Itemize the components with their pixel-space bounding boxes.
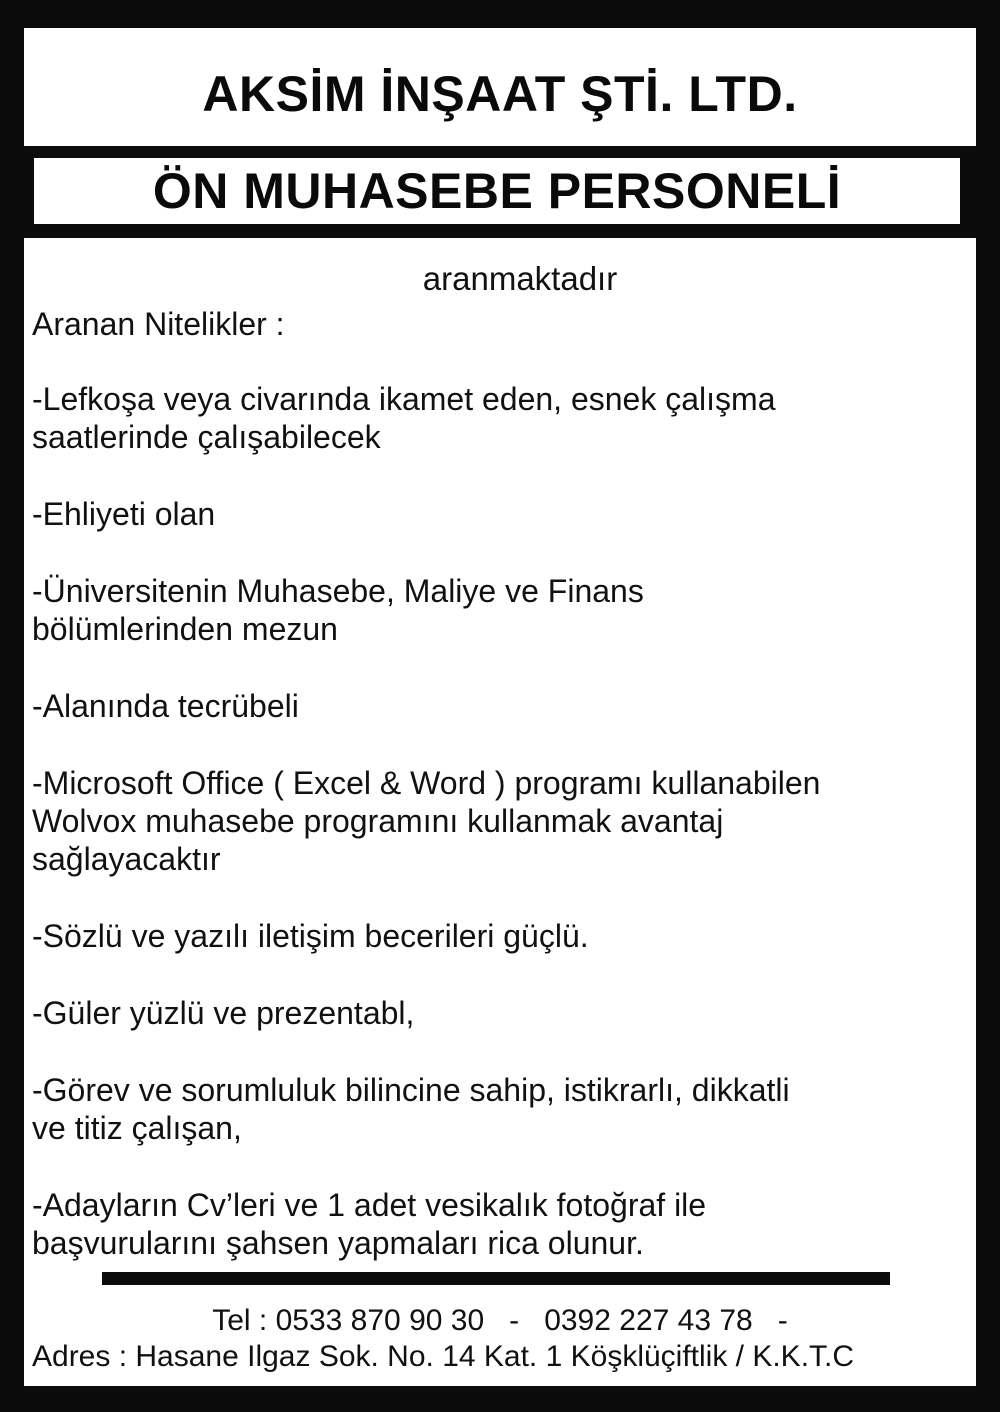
- requirement-item: [32, 687, 992, 725]
- requirement-item: [32, 1071, 992, 1147]
- requirements-title: Aranan Nitelikler :: [32, 306, 285, 342]
- requirement-line: Wolvox muhasebe programını kullanmak avantaj: [32, 803, 724, 839]
- requirement-line: -Güler yüzlü ve prezentabl,: [32, 995, 415, 1031]
- position-title: ÖN MUHASEBE PERSONELİ: [34, 158, 960, 224]
- requirement-line: -Görev ve sorumluluk bilincine sahip, istikrarlı, dikkatli: [32, 1072, 790, 1108]
- requirement-line: -Sözlü ve yazılı iletişim becerileri güçlü.: [32, 918, 589, 954]
- requirement-line: -Üniversitenin Muhasebe, Maliye ve Finans: [32, 573, 644, 609]
- requirement-line: ve titiz çalışan,: [32, 1110, 242, 1146]
- requirement-line: -Microsoft Office ( Excel & Word ) programı kullanabilen: [32, 765, 821, 801]
- job-ad-sheet: [24, 28, 976, 1386]
- separator-1: -: [509, 1304, 520, 1337]
- requirement-line: saatlerinde çalışabilecek: [32, 419, 381, 455]
- phone-2: 0392 227 43 78: [544, 1304, 753, 1337]
- requirement-line: -Alanında tecrübeli: [32, 688, 299, 724]
- requirement-item: [32, 917, 992, 955]
- requirement-line: sağlayacaktır: [32, 841, 221, 877]
- requirement-item: [32, 764, 992, 878]
- requirement-line: -Ehliyeti olan: [32, 496, 216, 532]
- requirement-item: [32, 572, 992, 648]
- requirement-line: bölümlerinden mezun: [32, 611, 338, 647]
- requirement-line: başvurularını şahsen yapmaları rica olunur.: [32, 1225, 644, 1261]
- requirement-item: [32, 994, 992, 1032]
- subtitle: aranmaktadır: [422, 260, 618, 297]
- tel-label: Tel :: [212, 1304, 268, 1337]
- requirement-line: -Adayların Cv’leri ve 1 adet vesikalık fotoğraf ile: [32, 1187, 707, 1223]
- contact-line: [24, 1304, 976, 1338]
- divider: [102, 1272, 890, 1285]
- company-name: AKSİM İNŞAAT ŞTİ. LTD.: [202, 66, 798, 122]
- requirement-item: [32, 1186, 992, 1262]
- separator-2: -: [777, 1304, 788, 1337]
- address: Adres : Hasane Ilgaz Sok. No. 14 Kat. 1 Köşklüçiftlik / K.K.T.C: [32, 1340, 855, 1373]
- requirement-line: -Lefkoşa veya civarında ikamet eden, esnek çalışma: [32, 381, 776, 417]
- requirement-item: [32, 380, 992, 456]
- requirement-item: [32, 495, 992, 533]
- position-banner: [24, 146, 976, 238]
- phone-1: 0533 870 90 30: [275, 1304, 485, 1337]
- requirements-list: [32, 380, 992, 1301]
